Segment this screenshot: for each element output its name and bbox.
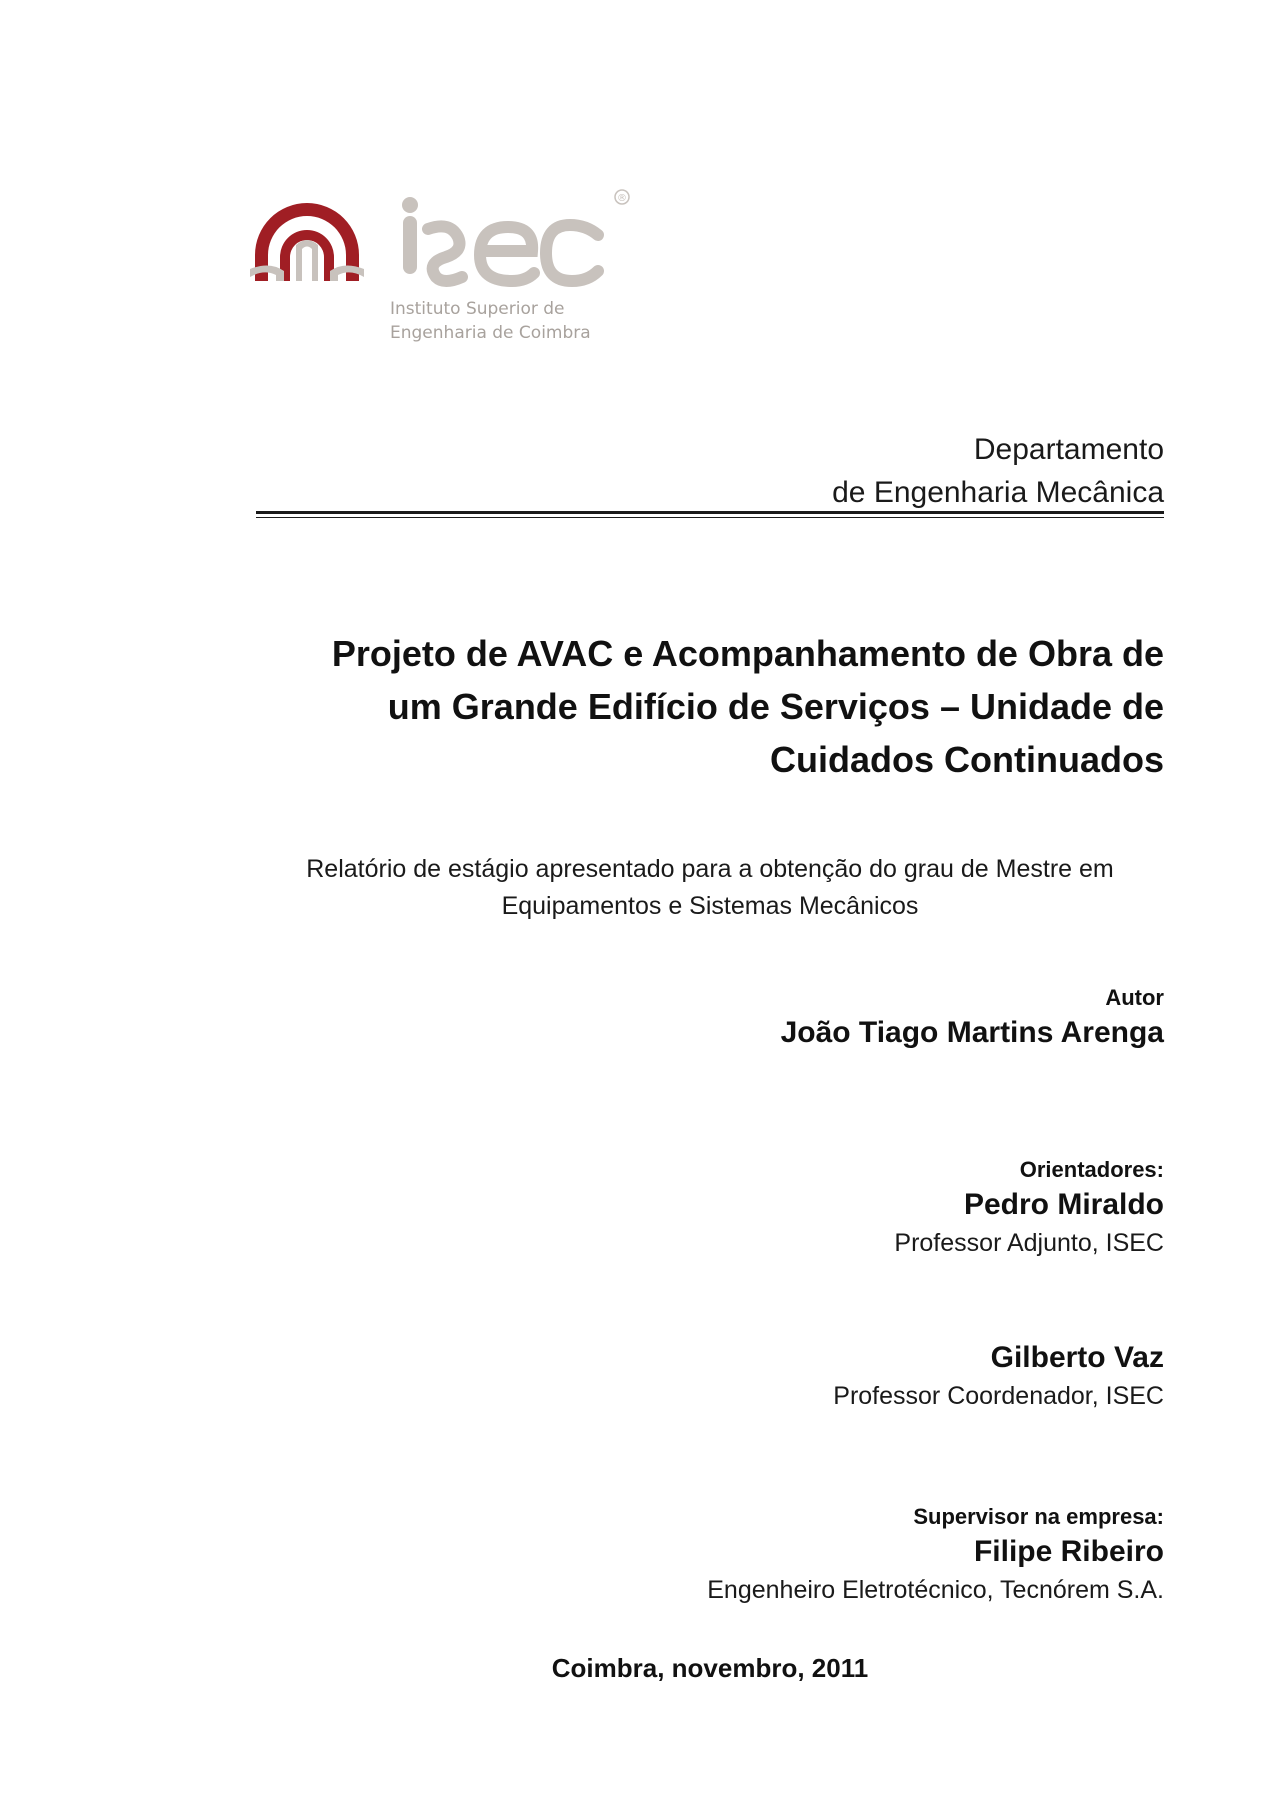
place-date: Coimbra, novembro, 2011 — [551, 1653, 869, 1683]
supervisor-role: Engenheiro Eletrotécnico, Tecnórem S.A. — [707, 1576, 1164, 1604]
advisor-name: Pedro Miraldo — [963, 1188, 1164, 1221]
author-block — [781, 983, 1164, 1053]
department — [832, 428, 1164, 514]
isec-logo — [250, 185, 630, 355]
supervisor-block — [707, 1502, 1164, 1608]
divider-thin — [256, 517, 1164, 518]
author-label: Autor — [1105, 985, 1164, 1010]
advisors-label: Orientadores: — [1019, 1157, 1164, 1182]
title-line1: Projeto de AVAC e Acompanhamento de Obra de — [331, 633, 1164, 674]
report-description — [256, 851, 1164, 925]
advisor-role: Professor Coordenador, ISEC — [833, 1382, 1164, 1410]
logo-subtitle — [390, 297, 591, 345]
supervisor-name: Filipe Ribeiro — [973, 1535, 1164, 1568]
advisor-name: Gilberto Vaz — [990, 1341, 1164, 1374]
department-line1: Departamento — [973, 433, 1164, 466]
title-line3: Cuidados Continuados — [770, 739, 1164, 780]
advisor-role: Professor Adjunto, ISEC — [894, 1229, 1164, 1257]
logo-subtitle-line1: Instituto Superior de — [390, 299, 565, 319]
thesis-title — [264, 627, 1164, 786]
isec-wordmark — [402, 197, 598, 281]
title-line2: um Grande Edifício de Serviços – Unidade de — [387, 686, 1164, 727]
logo-subtitle-line2: Engenharia de Coimbra — [390, 323, 591, 343]
author-name: João Tiago Martins Arenga — [780, 1016, 1164, 1049]
advisor-block — [833, 1338, 1164, 1414]
isec-logo-graphic — [250, 185, 630, 295]
divider-thick — [256, 511, 1164, 514]
department-line2: de Engenharia Mecânica — [832, 476, 1164, 509]
report-line2: Equipamentos e Sistemas Mecânicos — [501, 892, 919, 920]
registered-mark: ® — [617, 193, 627, 204]
advisor-block — [894, 1185, 1164, 1261]
supervisor-label: Supervisor na empresa: — [913, 1504, 1164, 1529]
report-line1: Relatório de estágio apresentado para a obtenção do grau de Mestre em — [306, 855, 1114, 883]
advisors-label-block — [1020, 1155, 1164, 1185]
arch-emblem-icon — [250, 203, 364, 281]
